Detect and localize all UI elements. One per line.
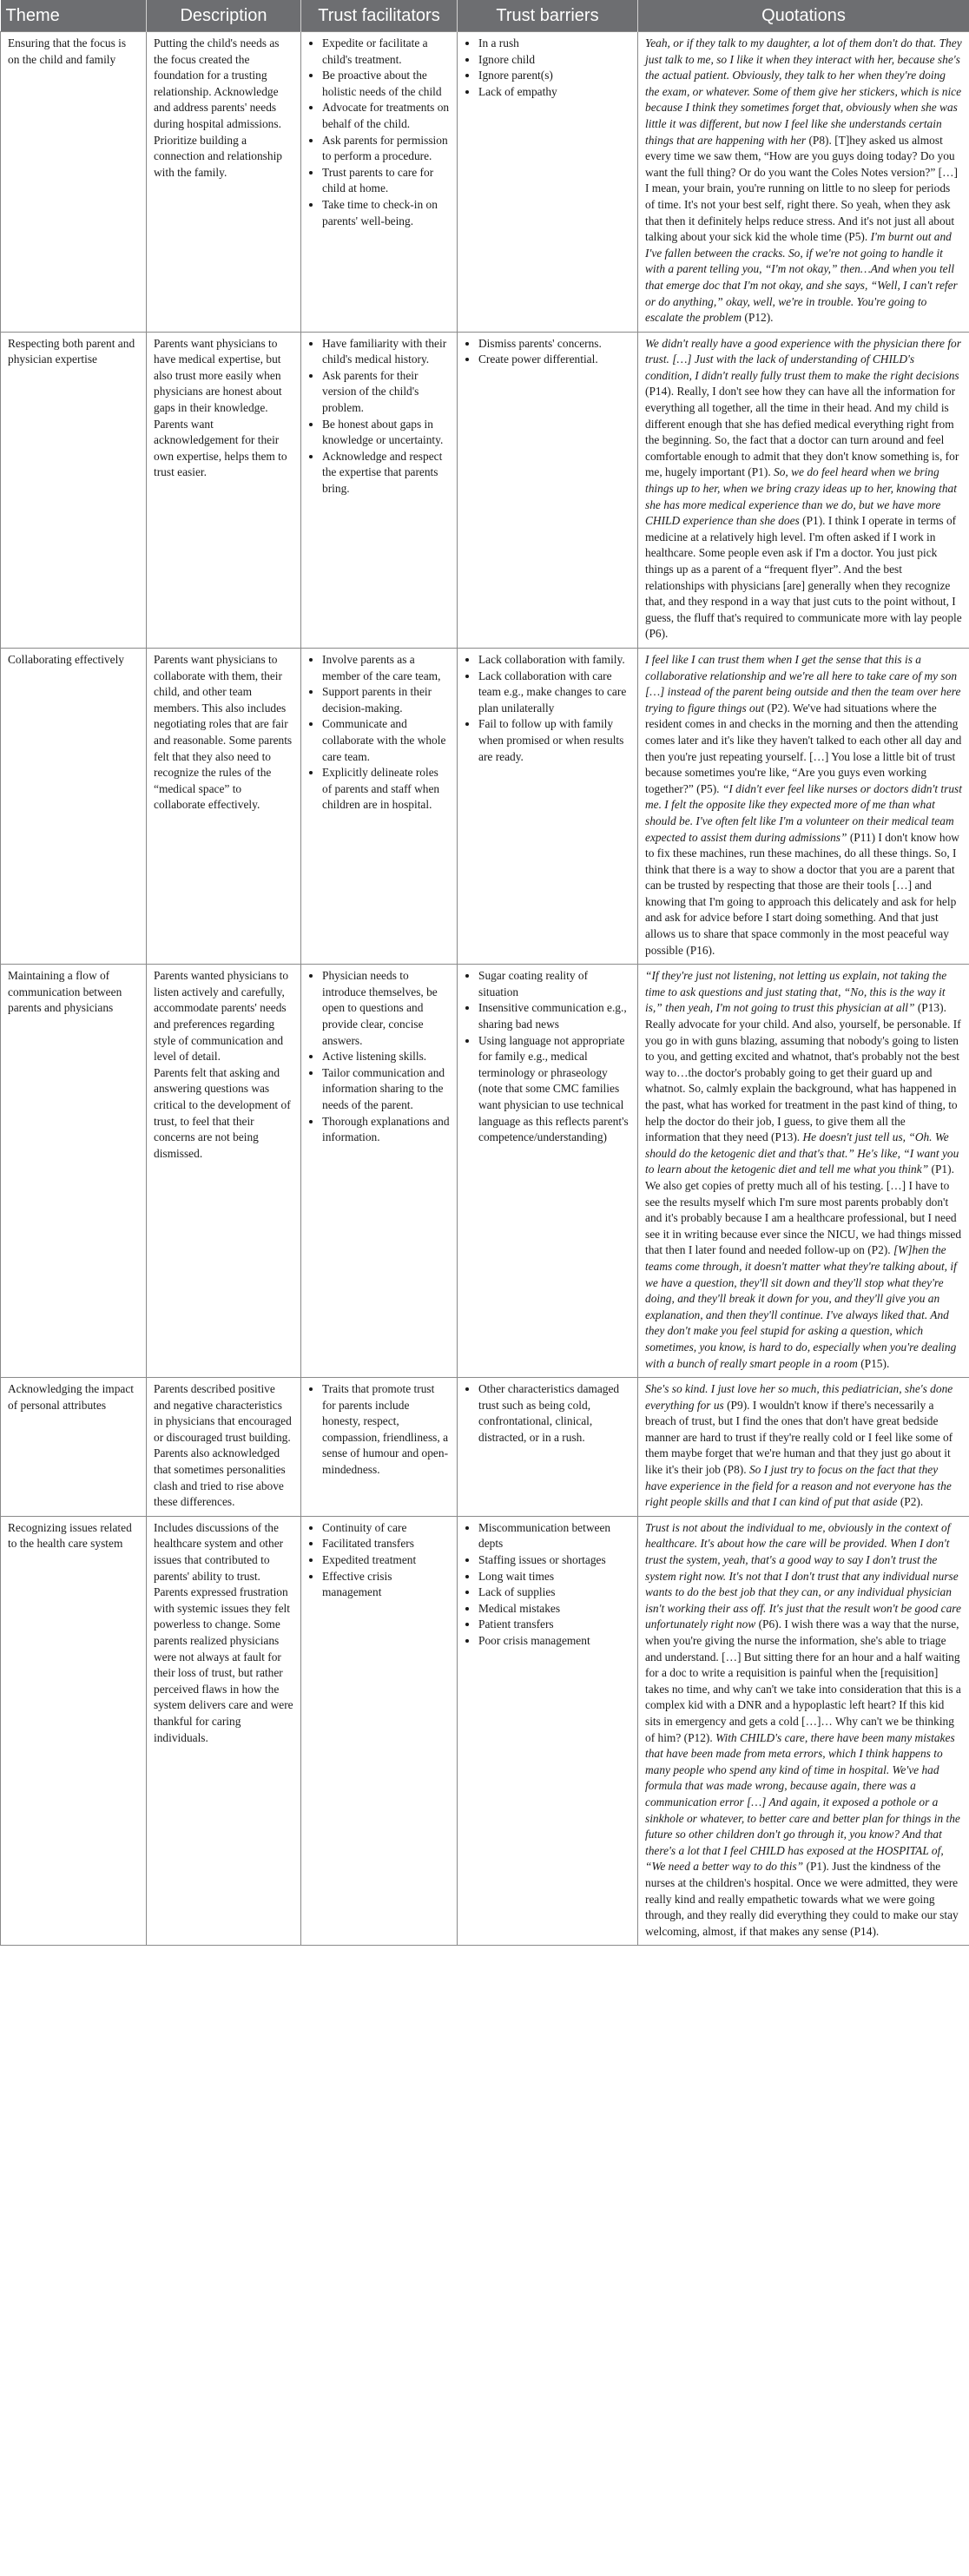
barrier-item: • Miscommunication between depts xyxy=(478,1520,630,1552)
barriers-cell xyxy=(458,1378,638,1517)
theme-cell: Maintaining a flow of communication between parents and physicians xyxy=(1,965,147,1378)
quotation-segment: (P1). I think I operate in terms of medicine at a relatively high level. I'm often asked if I work in healthcare. Some people even ask if I'm a doctor. You just pick things up as a parent of a “frequent flyer”. And the best relationships with physicians [are] generally when they recognize that, and they respond in a way that just cuts to the point without, I guess, the fluff that's required to communicate more with lay people (P6). xyxy=(645,514,962,641)
header-description: Description xyxy=(147,0,301,32)
facilitators-cell xyxy=(301,332,458,648)
barrier-item: • Insensitive communication e.g., sharing bad news xyxy=(478,1000,630,1032)
barrier-item: • Create power differential. xyxy=(478,352,630,368)
barrier-item: • Lack collaboration with care team e.g., make changes to care plan unilaterally xyxy=(478,669,630,717)
quotation-segment: (P1). We also get copies of pretty much all of his testing. […] I have to see the results myself which I'm sure most parents probably don't and it's probably because I am a healthcare professional, but I need see it in writing because ever since the NICU, we had things missed that then I later found and needed follow-up on (P2). xyxy=(645,1163,962,1257)
table-row xyxy=(1,32,969,333)
header-quotations: Quotations xyxy=(638,0,969,32)
quotation-italic-segment: She's so kind. I just love her so much, this pediatrician, she's done everything for us xyxy=(645,1382,953,1412)
table-row xyxy=(1,1378,969,1517)
quotation-segment: (P1). Just the kindness of the nurses at the children's hospital. Once we were admitted, they were really kind and really empathetic towards what we were going through, and they really did everything they could to make our stay welcoming, almost, if that makes any sense (P14). xyxy=(645,1860,959,1938)
facilitator-item: • Be honest about gaps in knowledge or uncertainty. xyxy=(322,417,450,449)
quotation-italic-segment: Trust is not about the individual to me, obviously in the context of healthcare. It's about how the care will be provided. When I don't trust the system, yeah, that's a good way to say I don't trust the system right now. It's not that I don't trust that any individual nurse wants to do the best job that they can, or any individual physician isn't working their ass off. It's just that the result won't be good care unfortunately right now xyxy=(645,1520,961,1631)
barrier-item: • Poor crisis management xyxy=(478,1633,630,1650)
quotation-segment: (P2). We've had situations where the resident comes in and checks in the morning and then the attending comes later and it's like they haven't talked to each other all day and then you're just repeating yourself. […] You lose a little bit of trust because sometimes you're like, “Are you guys even working together?” (P5). xyxy=(645,701,962,795)
facilitator-item: • Ask parents for their version of the child's problem. xyxy=(322,368,450,417)
barriers-cell xyxy=(458,332,638,648)
quotation-italic-segment: He doesn't just tell us, “Oh. We should do the ketogenic diet and that's that.” He's like, “I want you to learn about the ketogenic diet and tell me what you think” xyxy=(645,1130,959,1176)
facilitator-item: • Involve parents as a member of the care team, xyxy=(322,652,450,684)
barriers-list xyxy=(465,1520,630,1650)
quotation-italic-segment: We didn't really have a good experience with the physician there for trust. […] Just with the lack of understanding of CHILD's condition, I didn't really fully trust them to make the right decisions xyxy=(645,336,961,382)
description-cell: Parents want physicians to collaborate with them, their child, and other team members. This also includes negotiating roles that are fair and reasonable. Some parents felt that they also need to recognize the rules of the “medical space” to collaborate effectively. xyxy=(147,648,301,964)
theme-cell: Acknowledging the impact of personal attributes xyxy=(1,1378,147,1517)
header-trust-facilitators: Trust facilitators xyxy=(301,0,458,32)
facilitator-item: • Continuity of care xyxy=(322,1520,450,1537)
quotation-segment: (P9). I wouldn't know if there's necessarily a breach of trust, but I find the ones that don't have great bedside manner are hard to trust if they're really cold or I feel like some of them maybe forget that we're human and that they just go about it like it's their job (P8). xyxy=(645,1398,953,1477)
quotation-cell xyxy=(638,648,969,964)
quotation-italic-segment: [W]hen the teams come through, it doesn't matter what they're talking about, if we have a question, they'll sit down and they'll stop what they're doing, and they'll break it down for you, and they'll give you an explanation, and then they'll continue. I've always liked that. And they don't make you feel stupid for asking a question, which sometimes, you know, is hard to do, especially when you're dealing with a bunch of really smart people in a room xyxy=(645,1243,957,1370)
quotation-segment: (P6). I wish there was a way that the nurse, when you're giving the nurse the information, she's able to triage and understand. […] But sitting there for an hour and a half waiting for a doc to write a requisition is painful when the [requisition] takes no time, and why can't we take into consideration that this is a complex kid with a DNR and a hypoplastic left heart? If this kid sits in emergency and gets a cold […]… Why can't we be thinking of him? (P12). xyxy=(645,1617,961,1744)
facilitator-item: • Facilitated transfers xyxy=(322,1536,450,1552)
facilitators-list xyxy=(308,1381,450,1479)
facilitators-cell xyxy=(301,1378,458,1517)
barrier-item: • Ignore child xyxy=(478,52,630,69)
quotation-cell xyxy=(638,332,969,648)
barrier-item: • Other characteristics damaged trust such as being cold, confrontational, clinical, distracted, or in a rush. xyxy=(478,1381,630,1446)
facilitators-list xyxy=(308,1520,450,1601)
quotation-segment: (P11) I don't know how to fix these machines, run these machines, do all these things. So, I think that there is a way to show a doctor that you are a parent that can be trusted by respecting that those are their tools […] and knowing that I'm going to approach this delicately and ask for help and ask for advice before I start doing something. And that just allows us to share that space commonly in the most peaceful way possible (P16). xyxy=(645,830,959,957)
barrier-item: • Staffing issues or shortages xyxy=(478,1552,630,1569)
barriers-cell xyxy=(458,965,638,1378)
table-row xyxy=(1,1516,969,1945)
facilitators-cell xyxy=(301,1516,458,1945)
theme-cell: Collaborating effectively xyxy=(1,648,147,964)
quotation-cell xyxy=(638,32,969,333)
facilitator-item: • Advocate for treatments on behalf of the child. xyxy=(322,100,450,132)
barrier-item: • Medical mistakes xyxy=(478,1601,630,1617)
facilitator-item: • Effective crisis management xyxy=(322,1569,450,1601)
facilitator-item: • Expedited treatment xyxy=(322,1552,450,1569)
quotation-italic-segment: I feel like I can trust them when I get the sense that this is a collaborative relationship and we're all here to take care of my son […] instead of the parent being outside and then the team over here trying to figure things out xyxy=(645,652,961,715)
facilitator-item: • Thorough explanations and information. xyxy=(322,1114,450,1146)
barrier-item: • Using language not appropriate for family e.g., medical terminology or phraseology (note that some CMC families want physician to use technical language as this reflects parent's competence/understanding) xyxy=(478,1033,630,1146)
description-cell: Parents wanted physicians to listen actively and carefully, accommodate parents' needs and preferences regarding style of communication and level of detail. Parents felt that asking and answering questions was critical to the development of trust, to feel that their concerns are not being dismissed. xyxy=(147,965,301,1378)
barrier-item: • Fail to follow up with family when promised or when results are ready. xyxy=(478,716,630,765)
quotation-segment: (P2). xyxy=(897,1495,924,1509)
quotation-italic-segment: I'm burnt out and I've fallen between the cracks. So, if we're not going to handle it with a parent telling you, “I'm not okay,” then…And when you tell that emerge doc that I'm not okay, and she says, “Well, I can't refer or do anything,” okay, well, we're in trouble. You're going to escalate the problem xyxy=(645,230,958,325)
facilitator-item: • Support parents in their decision-making. xyxy=(322,684,450,716)
barrier-item: • Lack collaboration with family. xyxy=(478,652,630,669)
facilitator-item: • Communicate and collaborate with the whole care team. xyxy=(322,716,450,765)
description-cell: Parents described positive and negative characteristics in physicians that encouraged or discouraged trust building. Parents also acknowledged that sometimes personalities clash and tried to rise above these differences. xyxy=(147,1378,301,1517)
quotation-italic-segment: Yeah, or if they talk to my daughter, a lot of them don't do that. They just talk to me, so I like it when they interact with her, because she's the actual patient. Obviously, they talk to her when they're doing the exam, or whatever. Some of them give her stickers, which is nice because I think they sometimes forget that, obviously when she was little it was different, but now I feel like she understands certain things that are happening with her xyxy=(645,36,962,147)
barrier-item: • Ignore parent(s) xyxy=(478,68,630,84)
theme-cell: Recognizing issues related to the health care system xyxy=(1,1516,147,1945)
facilitators-cell xyxy=(301,32,458,333)
header-trust-barriers: Trust barriers xyxy=(458,0,638,32)
barriers-list xyxy=(465,968,630,1146)
facilitator-item: • Acknowledge and respect the expertise that parents bring. xyxy=(322,449,450,497)
description-cell: Putting the child's needs as the focus created the foundation for a trusting relationship. Acknowledge and address parents' needs during hospital admissions. Prioritize building a connection and relationship with the family. xyxy=(147,32,301,333)
facilitator-item: • Take time to check-in on parents' well-being. xyxy=(322,197,450,229)
quotation-cell xyxy=(638,1378,969,1517)
facilitators-list xyxy=(308,336,450,497)
barrier-item: • Lack of supplies xyxy=(478,1584,630,1601)
facilitator-item: • Physician needs to introduce themselves, be open to questions and provide clear, concise answers. xyxy=(322,968,450,1049)
table-row xyxy=(1,965,969,1378)
description-cell: Parents want physicians to have medical expertise, but also trust more easily when physicians are honest about gaps in their knowledge. Parents want acknowledgement for their own expertise, helps them to trust easier. xyxy=(147,332,301,648)
quotation-segment: (P13). Really advocate for your child. And also, yourself, be personable. If you go in with guns blazing, assuming that nobody's going to listen to you, and getting excited and whatnot, that's probably not the best way to…the doctor's probably going to get their guard up and whatnot. So, calmly explain the background, what has happened in the past, what has worked for treatment in the past kind of thing, to help the doctor do their job, I guess, to give them all the information that they need (P13). xyxy=(645,1001,961,1144)
barrier-item: • Dismiss parents' concerns. xyxy=(478,336,630,352)
facilitator-item: • Expedite or facilitate a child's treatment. xyxy=(322,36,450,68)
quotation-italic-segment: “If they're just not listening, not letting us explain, not taking the time to ask questions and just stating that, “No, this is the way it is,” then yeah, I'm not going to trust this physician at all” xyxy=(645,969,947,1015)
table-row xyxy=(1,332,969,648)
barrier-item: • Sugar coating reality of situation xyxy=(478,968,630,1000)
quotation-cell xyxy=(638,965,969,1378)
facilitators-list xyxy=(308,968,450,1146)
facilitator-item: • Ask parents for permission to perform a procedure. xyxy=(322,133,450,165)
description-cell: Includes discussions of the healthcare system and other issues that contributed to parents' ability to trust. Parents expressed frustration with systemic issues they felt powerless to change. Some parents realized physicians were not always at fault for their loss of trust, but rather perceived flaws in how the system delivers care and were thankful for caring individuals. xyxy=(147,1516,301,1945)
facilitator-item: • Active listening skills. xyxy=(322,1049,450,1065)
table-row xyxy=(1,648,969,964)
quotation-italic-segment: So I just try to focus on the fact that they have experience in the field for a reason and not everyone has the right people skills and that I can kind of put that aside xyxy=(645,1463,952,1509)
quotation-segment: (P8). [T]hey asked us almost every time we saw them, “How are you guys doing today? Do you want the full thing? Or do you want the Coles Notes version?” […] I mean, your brain, you're running on little to no sleep for periods of time. It's not your best self, right there. So yeah, when they ask that then it definitely helps reduce stress. And it's not just all about talking about your sick kid the whole time (P5). xyxy=(645,133,958,244)
facilitators-list xyxy=(308,36,450,229)
facilitator-item: • Have familiarity with their child's medical history. xyxy=(322,336,450,368)
quotation-italic-segment: So, we do feel heard when we bring things up to her, when we bring crazy ideas up to her, knowing that she has more medical experience than we do, but we have more CHILD experience than she does xyxy=(645,465,957,528)
facilitator-item: • Trust parents to care for child at home. xyxy=(322,165,450,197)
quotation-italic-segment: With CHILD's care, there have been many mistakes that have been made from meta errors, which I think happens to many people who spend any kind of time in hospital. We've had formula that was made wrong, because again, there was a communication error […] And again, it exposed a pothole or a sinkhole or whatever, to better care and better plan for things in the future so other children don't go through it, you know? And that there's a lot that I feel CHILD has exposed at the HOSPITAL of, “We need a better way to do this” xyxy=(645,1730,960,1874)
facilitator-item: • Tailor communication and information sharing to the needs of the parent. xyxy=(322,1065,450,1114)
quotation-segment: (P12). xyxy=(742,311,774,325)
theme-cell: Ensuring that the focus is on the child and family xyxy=(1,32,147,333)
quotation-italic-segment: “I didn't ever feel like nurses or doctors didn't trust me. I felt the opposite like they expected more of me than what should be. I've often felt like I'm a volunteer on their medical team expected to assist them during admissions” xyxy=(645,781,962,844)
header-row xyxy=(1,0,969,32)
theme-cell: Respecting both parent and physician expertise xyxy=(1,332,147,648)
barriers-list xyxy=(465,336,630,368)
facilitators-cell xyxy=(301,648,458,964)
facilitator-item: • Traits that promote trust for parents include honesty, respect, compassion, friendliness, a sense of humour and open-mindedness. xyxy=(322,1381,450,1479)
facilitator-item: • Explicitly delineate roles of parents and staff when children are in hospital. xyxy=(322,765,450,814)
quotation-segment: (P15). xyxy=(857,1356,890,1370)
facilitator-item: • Be proactive about the holistic needs of the child xyxy=(322,68,450,100)
table-body xyxy=(1,32,969,1946)
barriers-cell xyxy=(458,1516,638,1945)
barriers-cell xyxy=(458,648,638,964)
quotation-segment: (P14). Really, I don't see how they can have all the information for everything all together, all the time in their head. And my child is different enough that she has defied medical everything right from the beginning. So, the fact that a doctor can turn around and feel comfortable enough to admit that they don't know something is, for me, hugely important (P1). xyxy=(645,385,959,479)
barriers-list xyxy=(465,1381,630,1446)
header-theme: Theme xyxy=(1,0,147,32)
facilitators-cell xyxy=(301,965,458,1378)
barrier-item: • Long wait times xyxy=(478,1569,630,1585)
facilitators-list xyxy=(308,652,450,814)
barriers-cell xyxy=(458,32,638,333)
barrier-item: • In a rush xyxy=(478,36,630,52)
barriers-list xyxy=(465,652,630,765)
barrier-item: • Lack of empathy xyxy=(478,84,630,101)
quotation-cell xyxy=(638,1516,969,1945)
barriers-list xyxy=(465,36,630,100)
barrier-item: • Patient transfers xyxy=(478,1617,630,1633)
